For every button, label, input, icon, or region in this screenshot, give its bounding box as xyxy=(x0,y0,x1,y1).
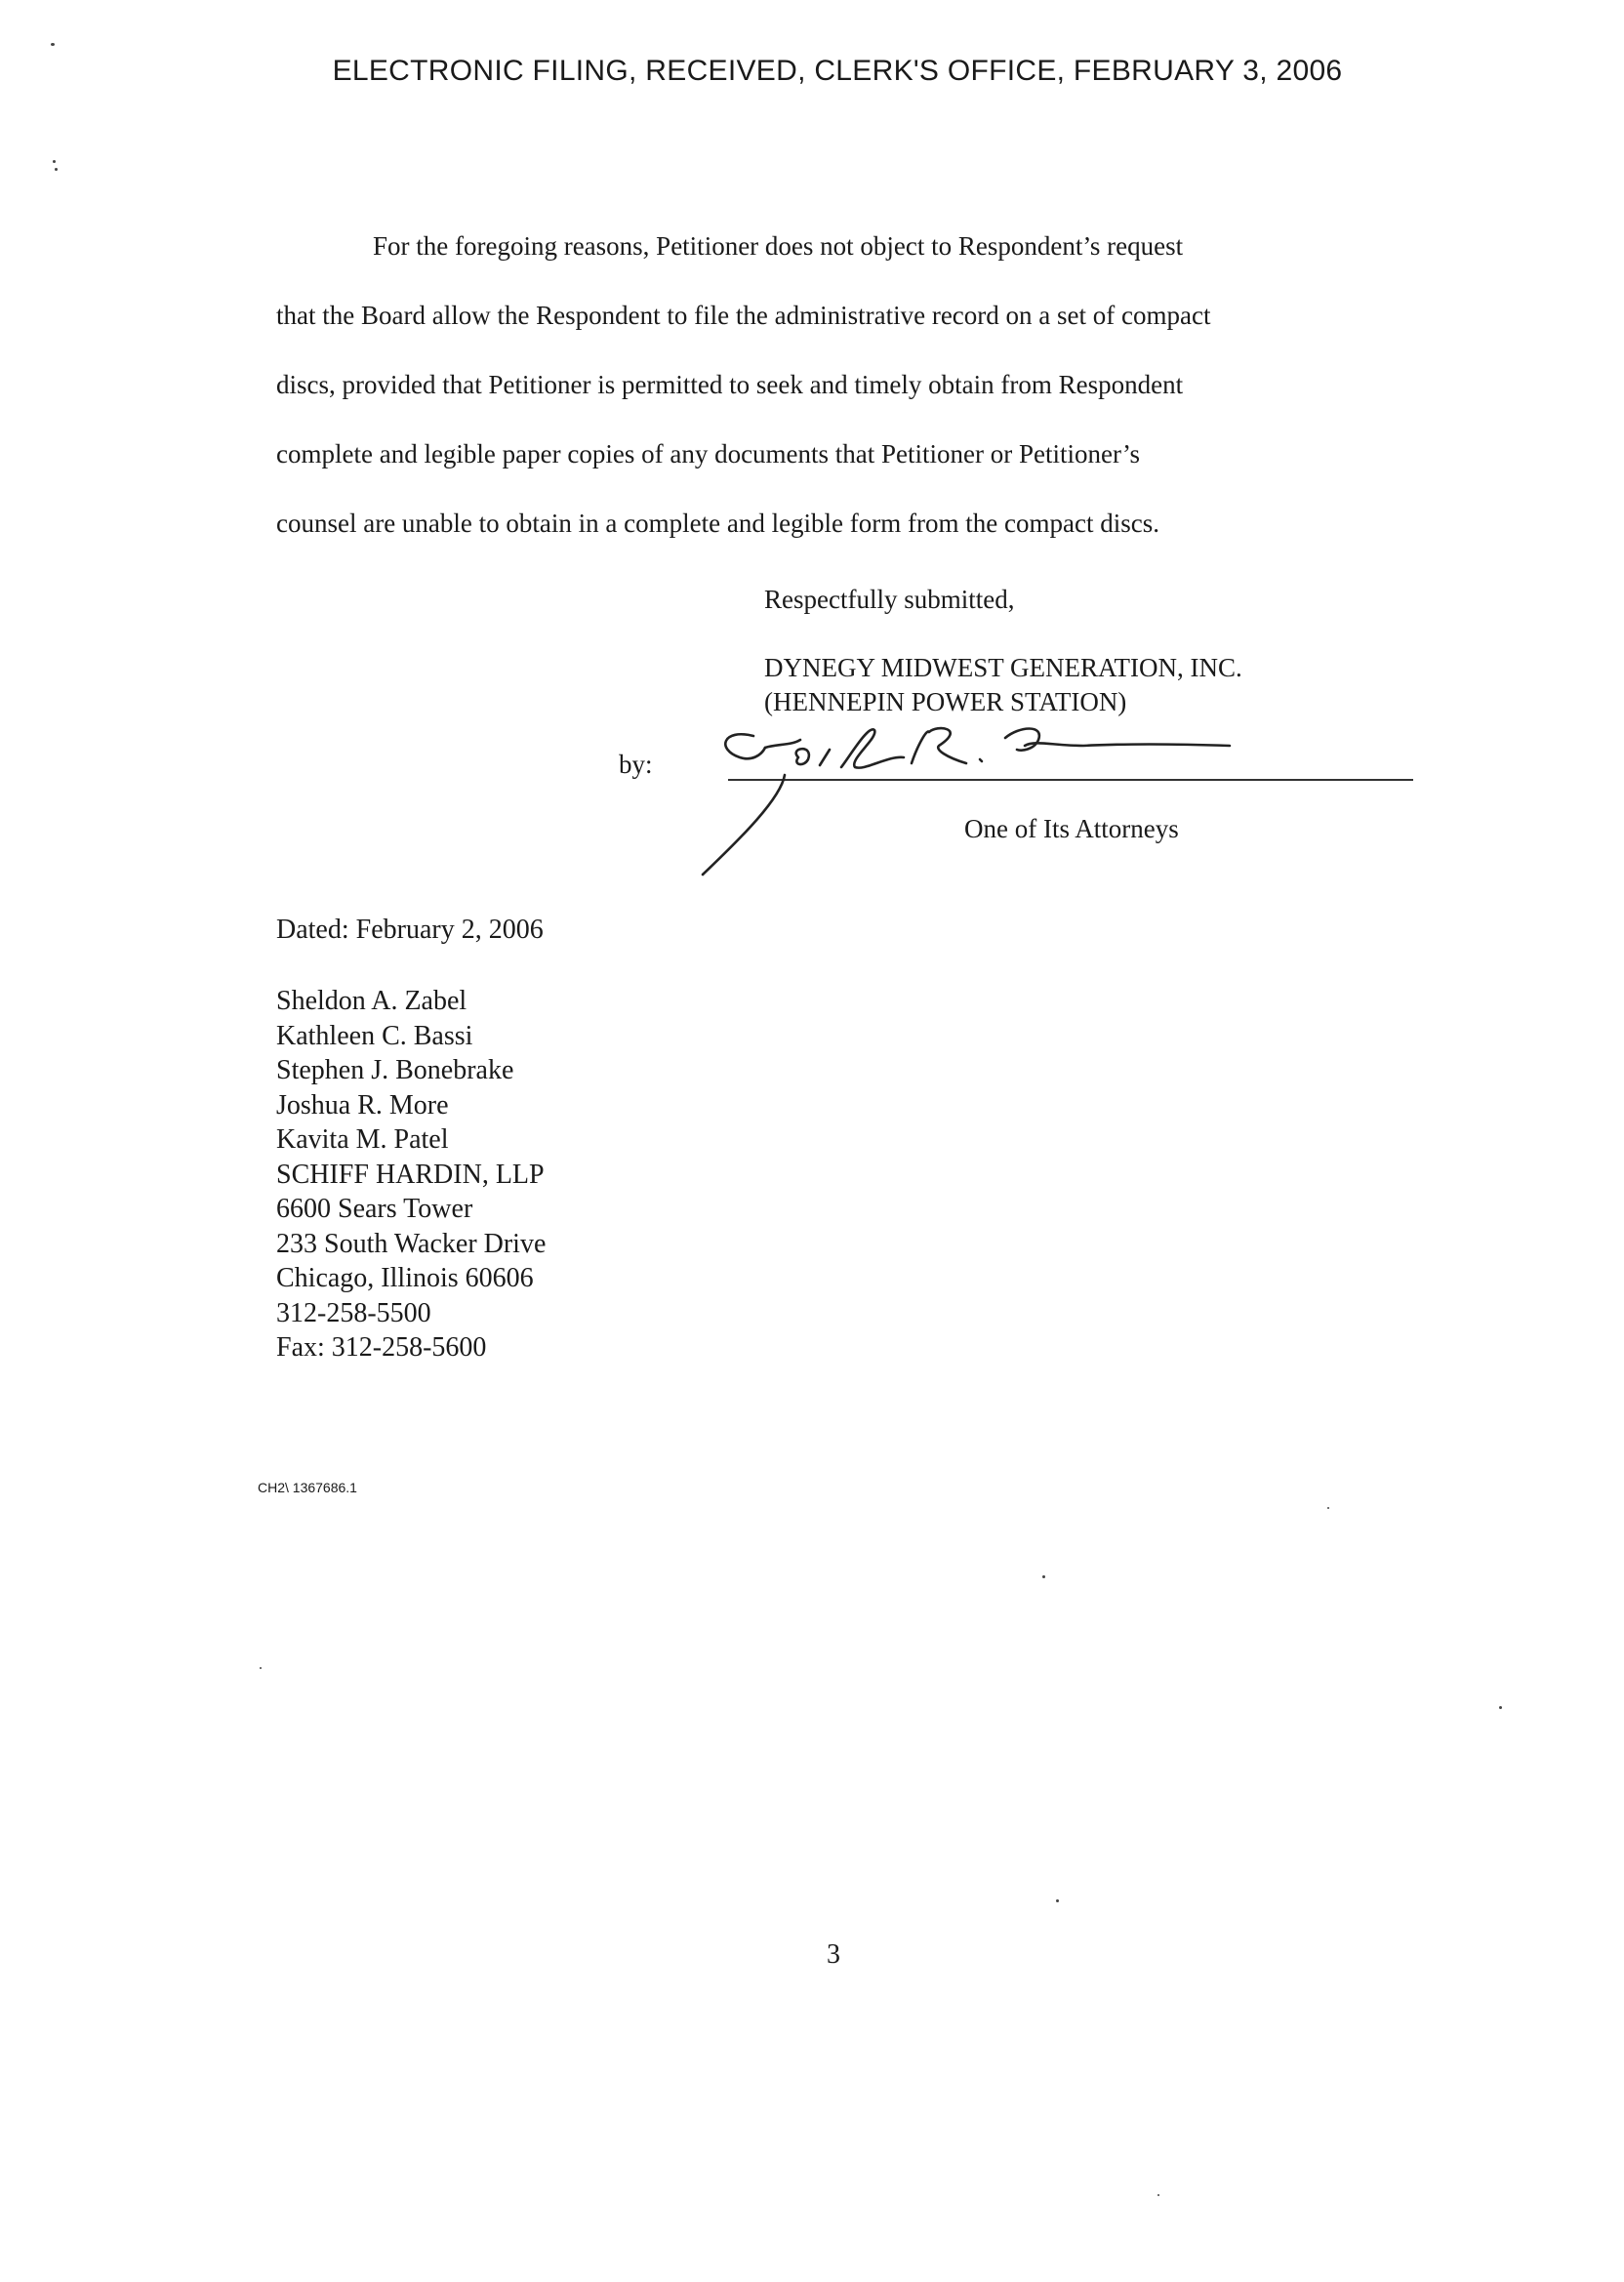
counsel-line: Kathleen C. Bassi xyxy=(276,1020,473,1051)
scan-speck xyxy=(1042,1575,1045,1578)
scan-speck xyxy=(51,43,55,46)
counsel-line: Sheldon A. Zabel xyxy=(276,986,467,1016)
signer-role: One of Its Attorneys xyxy=(964,814,1179,843)
document-id: CH2\ 1367686.1 xyxy=(258,1480,357,1495)
filing-stamp-header: ELECTRONIC FILING, RECEIVED, CLERK'S OFFICE, FEBRUARY 3, 2006 xyxy=(332,55,1343,87)
scan-speck xyxy=(55,168,58,171)
counsel-line: Chicago, Illinois 60606 xyxy=(276,1263,534,1293)
company-name-line: (HENNEPIN POWER STATION) xyxy=(764,687,1127,716)
scan-speck xyxy=(53,160,56,163)
scan-speck xyxy=(1499,1706,1502,1709)
closing-text: Respectfully submitted, xyxy=(764,585,1015,614)
dated-line: Dated: February 2, 2006 xyxy=(276,915,544,945)
paragraph-line: that the Board allow the Respondent to file the administrative record on a set of compact xyxy=(276,301,1211,330)
company-name xyxy=(764,651,1242,719)
by-label: by: xyxy=(619,750,653,779)
counsel-line: Stephen J. Bonebrake xyxy=(276,1055,514,1085)
scan-speck xyxy=(1157,2194,1159,2196)
scan-speck xyxy=(260,1667,262,1669)
scan-speck xyxy=(1056,1899,1059,1902)
counsel-line: 312-258-5500 xyxy=(276,1297,431,1328)
paragraph-line: complete and legible paper copies of any documents that Petitioner or Petitioner’s xyxy=(276,439,1141,469)
counsel-line: Kavita M. Patel xyxy=(276,1124,449,1155)
counsel-address-block xyxy=(276,984,546,1365)
counsel-line: SCHIFF HARDIN, LLP xyxy=(276,1159,545,1190)
paragraph-line: counsel are unable to obtain in a complete and legible form from the compact discs. xyxy=(276,509,1159,538)
company-name-line: DYNEGY MIDWEST GENERATION, INC. xyxy=(764,653,1242,682)
counsel-line: Fax: 312-258-5600 xyxy=(276,1332,487,1363)
counsel-line: Joshua R. More xyxy=(276,1089,449,1121)
counsel-line: 6600 Sears Tower xyxy=(276,1194,473,1224)
handwritten-signature xyxy=(683,711,1308,886)
page-number: 3 xyxy=(827,1939,840,1970)
scan-speck xyxy=(1327,1507,1329,1509)
counsel-line: 233 South Wacker Drive xyxy=(276,1228,547,1259)
paragraph-line: For the foregoing reasons, Petitioner does not object to Respondent’s request xyxy=(373,231,1184,261)
paragraph-line: discs, provided that Petitioner is permitted to seek and timely obtain from Respondent xyxy=(276,370,1184,399)
